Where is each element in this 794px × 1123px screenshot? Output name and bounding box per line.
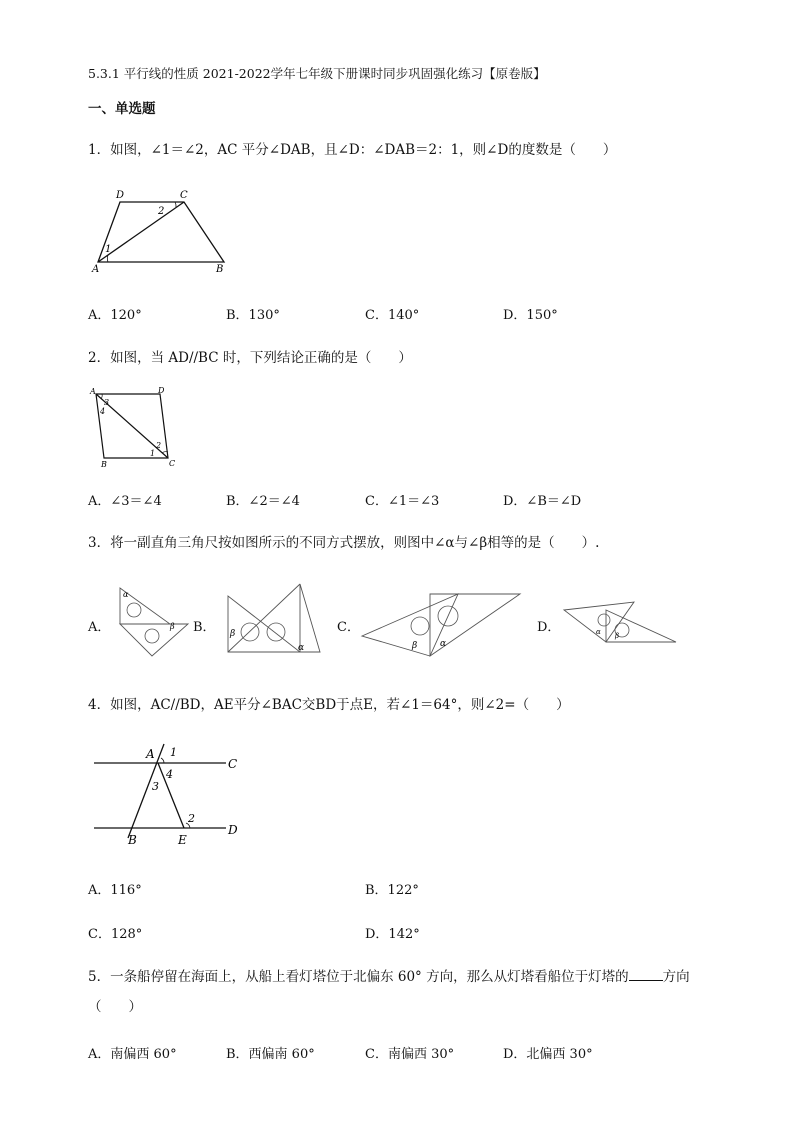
question-1-figure — [88, 186, 238, 274]
q1-option-b[interactable]: B．130° — [226, 308, 280, 323]
label-B: B — [128, 833, 137, 847]
label-D: D — [158, 386, 165, 395]
angle-1-arc — [107, 255, 108, 262]
section-heading: 一、单选题 — [88, 101, 156, 117]
label-alpha: α — [440, 639, 447, 649]
label-angle-4: 4 — [166, 768, 173, 781]
q4-option-d[interactable]: D．142° — [365, 927, 420, 942]
q3-option-c-figure[interactable] — [360, 590, 526, 658]
label-D: D — [228, 823, 238, 837]
label-beta: β — [230, 629, 236, 639]
label-angle-1: 1 — [150, 449, 156, 458]
label-angle-4: 4 — [100, 407, 106, 416]
q2-option-d[interactable]: D．∠B＝∠D — [503, 494, 582, 509]
q1-option-a[interactable]: A．120° — [88, 308, 142, 323]
q4-option-c[interactable]: C．128° — [88, 927, 143, 942]
label-angle-2: 2 — [188, 812, 195, 825]
question-3-stem: 3．将一副直角三角尺按如图所示的不同方式摆放，则图中∠α与∠β相等的是（ ）. — [88, 535, 600, 551]
label-B: B — [101, 460, 107, 469]
label-alpha: α — [298, 643, 305, 653]
q4-option-a[interactable]: A．116° — [88, 883, 142, 898]
q3-option-b-label[interactable]: B． — [193, 620, 216, 635]
label-B: B — [216, 264, 224, 274]
label-angle-2: 2 — [158, 206, 165, 217]
angle-2-arc — [175, 202, 176, 207]
label-D: D — [116, 190, 125, 201]
label-angle-2: 2 — [156, 441, 162, 450]
q3-option-a-label[interactable]: A． — [88, 620, 111, 635]
label-angle-1: 1 — [170, 746, 177, 759]
question-1-stem: 1．如图，∠1＝∠2，AC 平分∠DAB，且∠D：∠DAB＝2：1，则∠D的度数是（ ） — [88, 142, 617, 158]
question-5-stem — [88, 968, 690, 986]
label-E: E — [178, 833, 187, 847]
label-angle-3: 3 — [104, 398, 110, 407]
question-4-figure — [90, 738, 250, 848]
label-angle-1: 1 — [105, 244, 112, 255]
q5-option-b[interactable]: B．西偏南 60° — [226, 1047, 315, 1062]
q1-option-c[interactable]: C．140° — [365, 308, 420, 323]
q2-option-b[interactable]: B．∠2＝∠4 — [226, 494, 300, 509]
q5-stem-direction: 方向 — [662, 969, 690, 985]
label-C: C — [169, 459, 176, 468]
q5-answer-blank[interactable] — [629, 968, 663, 981]
q3-option-b-figure[interactable] — [222, 580, 326, 658]
question-4-stem: 4．如图，AC//BD，AE平分∠BAC交BD于点E，若∠1＝64°，则∠2=（ ） — [88, 697, 570, 713]
label-beta: β — [412, 641, 418, 651]
q2-option-a[interactable]: A．∠3＝∠4 — [88, 494, 162, 509]
q5-option-d[interactable]: D．北偏西 30° — [503, 1047, 593, 1062]
q5-stem-text: 5．一条船停留在海面上，从船上看灯塔位于北偏东 60° 方向，那么从灯塔看船位于灯塔的 — [88, 969, 629, 985]
q3-option-c-label[interactable]: C． — [337, 620, 360, 635]
q3-option-d-label[interactable]: D． — [537, 620, 561, 635]
label-angle-3: 3 — [152, 780, 159, 793]
label-beta: β — [170, 622, 175, 631]
label-A: A — [90, 387, 96, 396]
question-5-paren: （ ） — [88, 999, 142, 1015]
label-C: C — [180, 190, 188, 201]
label-A: A — [92, 264, 100, 274]
q5-option-c[interactable]: C．南偏西 30° — [365, 1047, 455, 1062]
q1-option-d[interactable]: D．150° — [503, 308, 558, 323]
q3-option-d-figure[interactable] — [562, 596, 680, 646]
question-2-stem: 2．如图，当 AD//BC 时，下列结论正确的是（ ） — [88, 350, 412, 366]
q5-option-a[interactable]: A．南偏西 60° — [88, 1047, 177, 1062]
label-C: C — [228, 757, 238, 771]
label-alpha: α — [123, 590, 129, 599]
label-alpha: α — [596, 628, 601, 636]
q4-option-b[interactable]: B．122° — [365, 883, 419, 898]
worksheet-title: 5.3.1 平行线的性质 2021-2022学年七年级下册课时同步巩固强化练习【原卷版】 — [88, 66, 546, 81]
q3-option-a-figure[interactable] — [112, 584, 192, 660]
label-A: A — [146, 747, 155, 761]
label-beta: β — [615, 632, 620, 640]
q2-option-c[interactable]: C．∠1＝∠3 — [365, 494, 440, 509]
question-2-figure — [86, 386, 186, 472]
